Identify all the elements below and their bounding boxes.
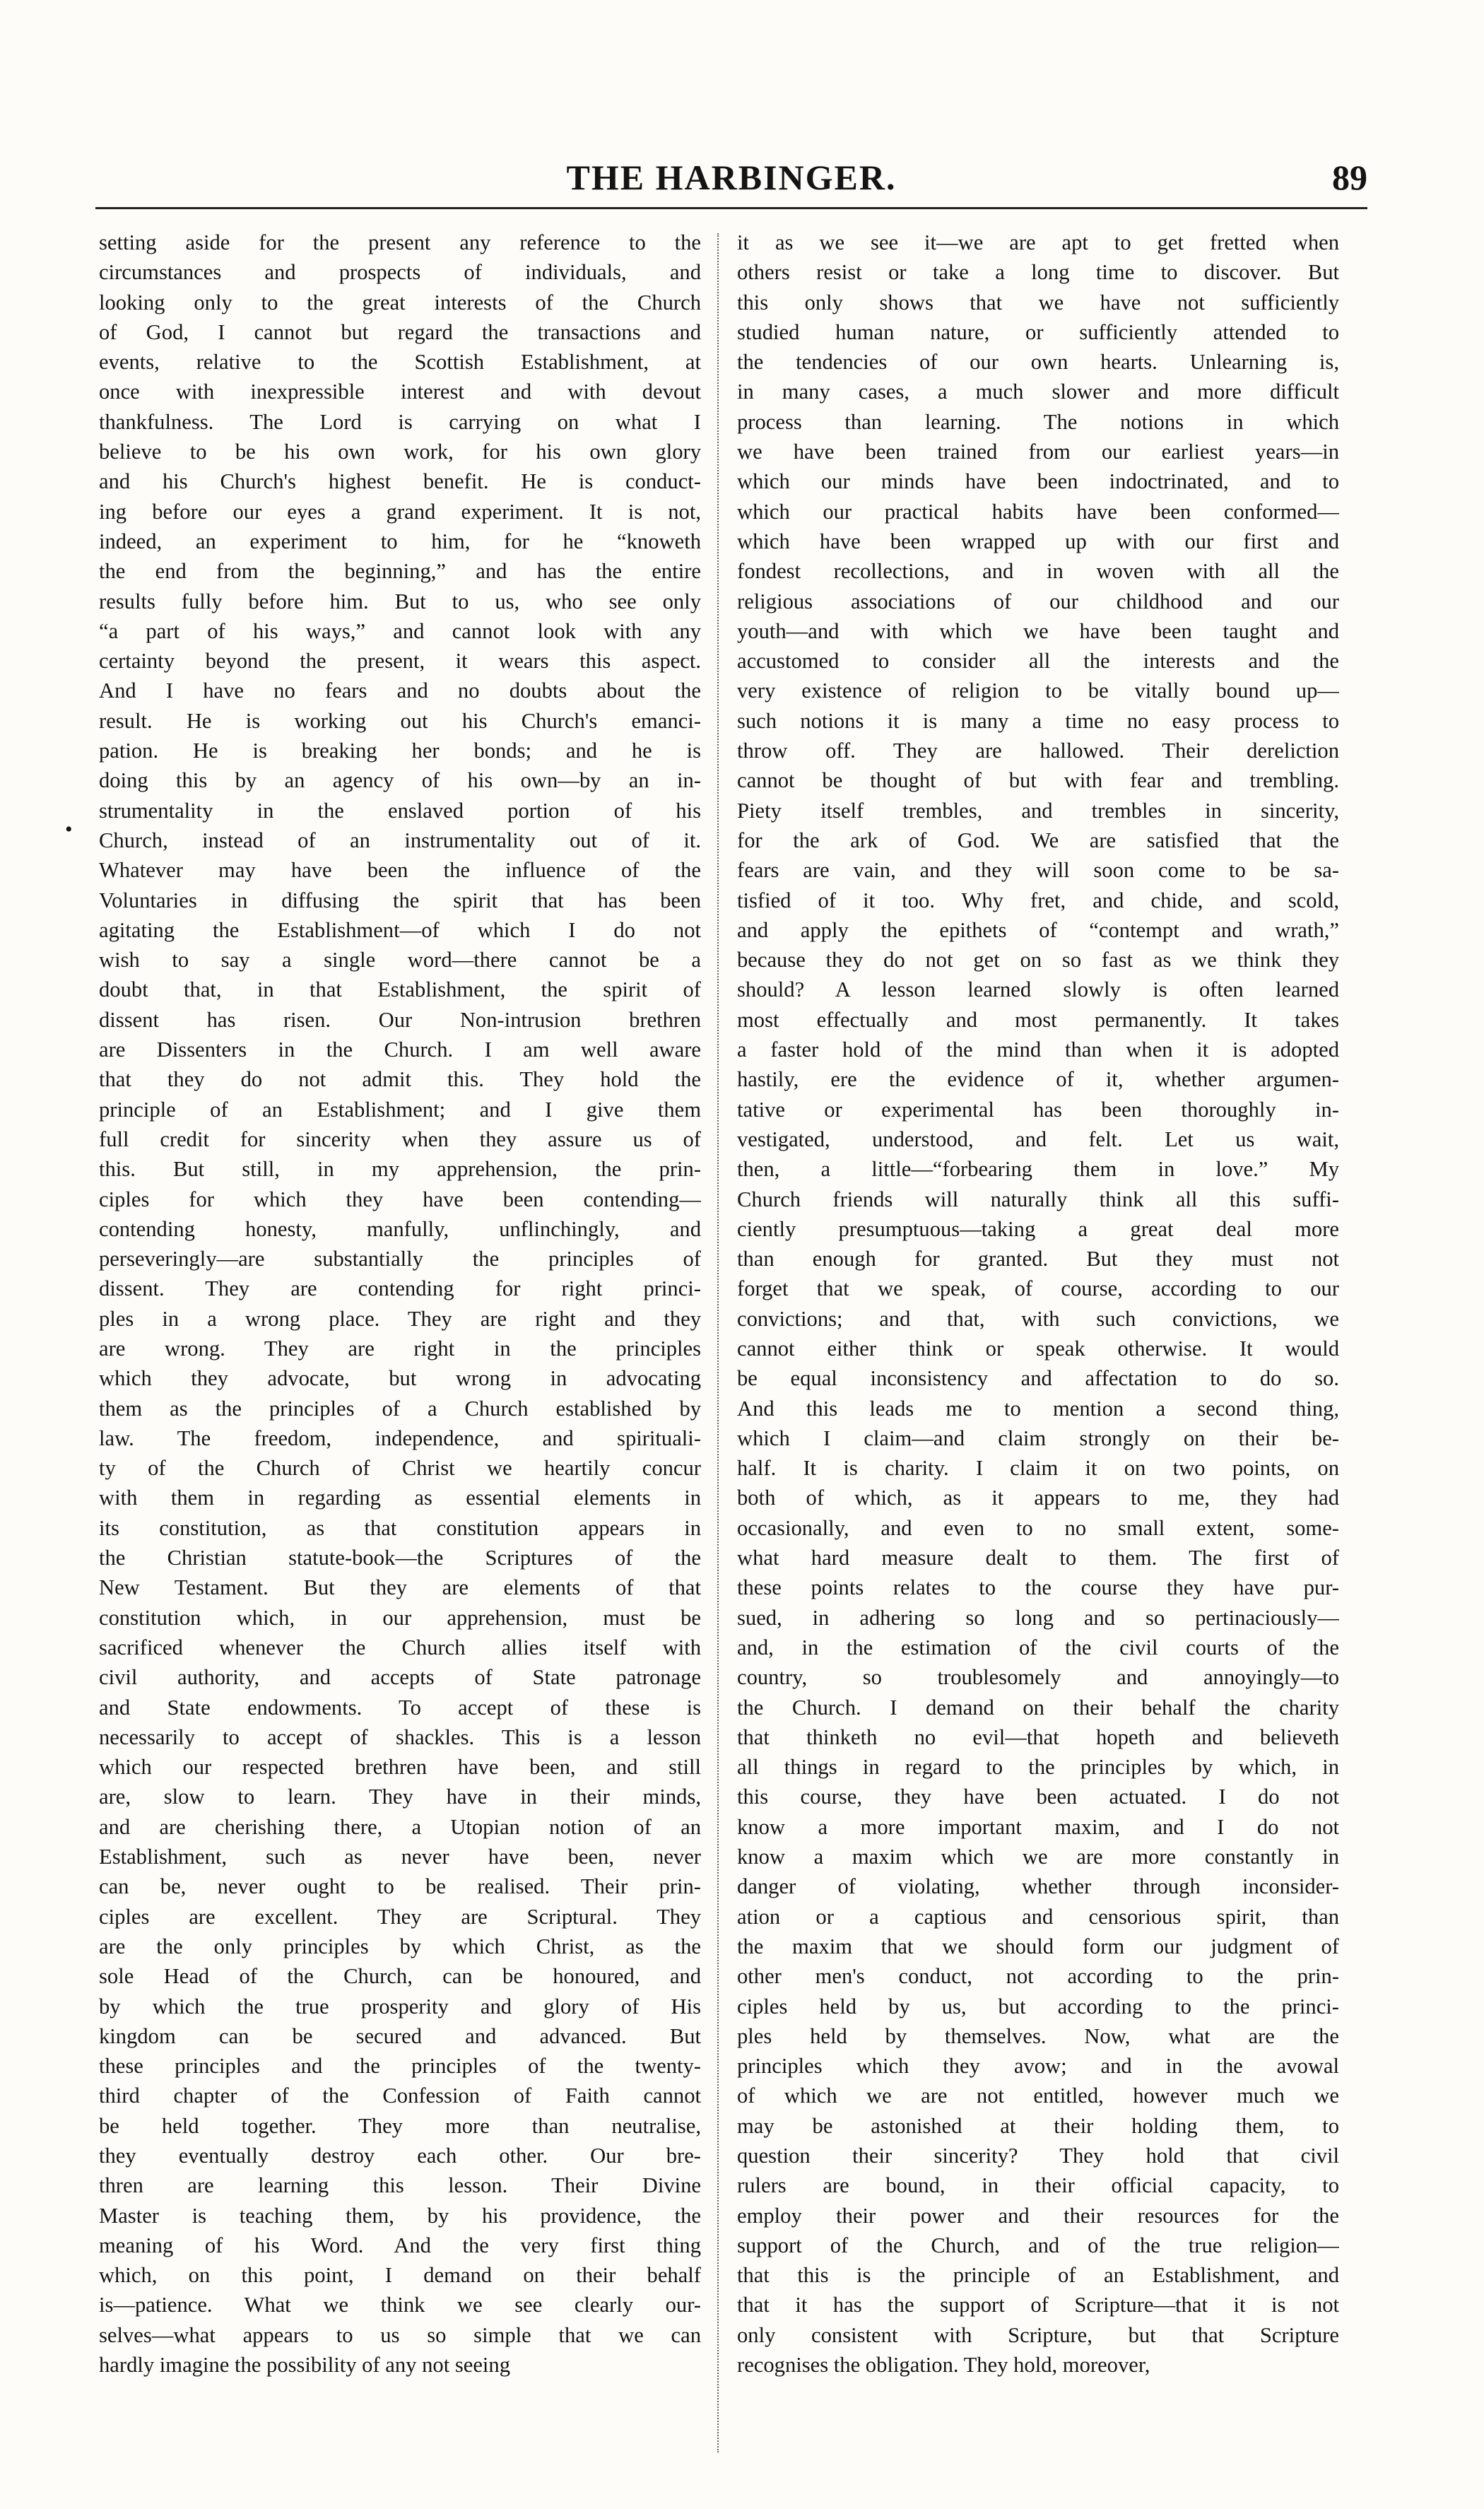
text-line: know a more important maxim, and I do not — [737, 1814, 1339, 1839]
text-line: are, slow to learn. They have in their minds, — [99, 1785, 701, 1809]
text-line: which, on this point, I demand on their behalf — [99, 2263, 701, 2288]
text-line: necessarily to accept of shackles. This is a lesson — [99, 1724, 701, 1749]
text-line: can be, never ought to be realised. Their prin- — [99, 1874, 701, 1899]
text-line: for the ark of God. We are satisfied that the — [737, 828, 1339, 852]
text-line: meaning of his Word. And the very first thing — [99, 2233, 701, 2257]
text-line: cannot either think or speak otherwise. It would — [737, 1336, 1339, 1361]
text-line: the tendencies of our own hearts. Unlearning is, — [737, 350, 1339, 375]
text-line: the Church. I demand on their behalf the charity — [737, 1695, 1339, 1720]
text-line: ty of the Church of Christ we heartily concur — [99, 1456, 701, 1481]
text-line: only consistent with Scripture, but that Scripture — [737, 2322, 1339, 2347]
page-header — [95, 157, 1367, 206]
text-line: this only shows that we have not sufficiently — [737, 290, 1339, 315]
text-line: and, in the estimation of the civil courts of the — [737, 1635, 1339, 1659]
text-line: vestigated, understood, and felt. Let us wait, — [737, 1127, 1339, 1151]
text-line: sued, in adhering so long and so pertinaciously— — [737, 1605, 1339, 1630]
text-line: recognises the obligation. They hold, moreover, — [737, 2353, 1150, 2378]
text-line: of God, I cannot but regard the transactions and — [99, 319, 701, 344]
text-line: which they advocate, but wrong in advocating — [99, 1366, 701, 1391]
text-line: selves—what appears to us so simple that we can — [99, 2322, 701, 2347]
text-line: Voluntaries in diffusing the spirit that has been — [99, 888, 701, 912]
text-line: doubt that, in that Establishment, the spirit of — [99, 977, 701, 1002]
text-line: law. The freedom, independence, and spirituali- — [99, 1426, 701, 1450]
left-column — [99, 228, 701, 2454]
text-line: setting aside for the present any reference to the — [99, 230, 701, 254]
text-line: what hard measure dealt to them. The first of — [737, 1546, 1339, 1570]
text-line: fondest recollections, and in woven with all the — [737, 559, 1339, 584]
text-line: in many cases, a much slower and more difficult — [737, 380, 1339, 404]
text-line: circumstances and prospects of individuals, and — [99, 260, 701, 285]
text-line: contending honesty, manfully, unflinchingly, and — [99, 1216, 701, 1241]
text-line: kingdom can be secured and advanced. But — [99, 2023, 701, 2048]
text-line: are Dissenters in the Church. I am well aware — [99, 1038, 701, 1062]
text-line: “a part of his ways,” and cannot look with any — [99, 618, 701, 643]
running-title: THE HARBINGER. — [566, 158, 897, 197]
text-line: civil authority, and accepts of State patronage — [99, 1665, 701, 1690]
text-line: events, relative to the Scottish Establishment, at — [99, 350, 701, 375]
text-line: ples held by themselves. Now, what are the — [737, 2023, 1339, 2048]
text-line: this course, they have been actuated. I do not — [737, 1785, 1339, 1809]
text-line: dissent has risen. Our Non-intrusion brethren — [99, 1007, 701, 1032]
text-line: perseveringly—are substantially the principles of — [99, 1247, 701, 1271]
text-line: the Christian statute-book—the Scriptures of the — [99, 1546, 701, 1570]
text-line: which have been wrapped up with our first and — [737, 529, 1339, 553]
text-line: hardly imagine the possibility of any not seeing — [99, 2353, 511, 2378]
text-line: then, a little—“forbearing them in love.” My — [737, 1157, 1339, 1182]
text-line: thren are learning this lesson. Their Divine — [99, 2173, 701, 2198]
text-line: other men's conduct, not according to the prin- — [737, 1964, 1339, 1989]
text-line: support of the Church, and of the true religion— — [737, 2233, 1339, 2257]
text-line: that it has the support of Scripture—that it is not — [737, 2293, 1339, 2317]
text-line: Establishment, such as never have been, never — [99, 1845, 701, 1869]
text-line: that they do not admit this. They hold the — [99, 1067, 701, 1092]
text-line: convictions; and that, with such convictions, we — [737, 1306, 1339, 1331]
text-line: tisfied of it too. Why fret, and chide, and scold, — [737, 888, 1339, 912]
text-line: by which the true prosperity and glory of His — [99, 1994, 701, 2019]
text-line: cannot be thought of but with fear and trembling. — [737, 768, 1339, 793]
text-line: Piety itself trembles, and trembles in sincerity, — [737, 798, 1339, 823]
text-line: And I have no fears and no doubts about the — [99, 678, 701, 703]
text-line: employ their power and their resources for the — [737, 2203, 1339, 2228]
text-line: ing before our eyes a grand experiment. It is not, — [99, 499, 701, 524]
text-line: principle of an Establishment; and I give them — [99, 1097, 701, 1122]
text-line: rulers are bound, in their official capacity, to — [737, 2173, 1339, 2198]
text-line: indeed, an experiment to him, for he “knoweth — [99, 529, 701, 553]
text-line: that this is the principle of an Establishment, and — [737, 2263, 1339, 2288]
text-line: accustomed to consider all the interests and the — [737, 649, 1339, 674]
text-line: which our practical habits have been conformed— — [737, 499, 1339, 524]
text-line: ciently presumptuous—taking a great deal more — [737, 1216, 1339, 1241]
text-line: occasionally, and even to no small extent, some- — [737, 1515, 1339, 1540]
text-line: result. He is working out his Church's emanci- — [99, 708, 701, 733]
text-line: ciples held by us, but according to the princi- — [737, 1994, 1339, 2019]
text-line: and his Church's highest benefit. He is conduct- — [99, 469, 701, 494]
text-line: we have been trained from our earliest years—in — [737, 440, 1339, 464]
text-line: full credit for sincerity when they assure us of — [99, 1127, 701, 1151]
text-line: looking only to the great interests of the Church — [99, 290, 701, 315]
text-line: are the only principles by which Christ, as the — [99, 1934, 701, 1958]
right-column — [737, 228, 1339, 2454]
text-line: and State endowments. To accept of these is — [99, 1695, 701, 1720]
text-line: it as we see it—we are apt to get fretted when — [737, 230, 1339, 254]
text-line: forget that we speak, of course, according to our — [737, 1276, 1339, 1301]
margin-mark: • — [65, 818, 73, 841]
text-line: both of which, as it appears to me, they had — [737, 1486, 1339, 1510]
text-line: question their sincerity? They hold that civil — [737, 2144, 1339, 2168]
text-line: know a maxim which we are more constantly in — [737, 1845, 1339, 1869]
text-line: studied human nature, or sufficiently attended to — [737, 319, 1339, 344]
text-line: sole Head of the Church, can be honoured, and — [99, 1964, 701, 1989]
text-line: because they do not get on so fast as we think they — [737, 948, 1339, 973]
text-line: its constitution, as that constitution appears in — [99, 1515, 701, 1540]
text-line: doing this by an agency of his own—by an in- — [99, 768, 701, 793]
text-line: New Testament. But they are elements of that — [99, 1575, 701, 1600]
text-line: fears are vain, and they will soon come to be sa- — [737, 858, 1339, 883]
text-line: very existence of religion to be vitally bound up— — [737, 678, 1339, 703]
text-line: that thinketh no evil—that hopeth and believeth — [737, 1724, 1339, 1749]
text-line: may be astonished at their holding them, to — [737, 2113, 1339, 2138]
text-line: danger of violating, whether through inconsider- — [737, 1874, 1339, 1899]
text-line: a faster hold of the mind than when it is adopted — [737, 1038, 1339, 1062]
text-line: third chapter of the Confession of Faith cannot — [99, 2084, 701, 2108]
header-rule — [95, 207, 1367, 209]
text-line: Church friends will naturally think all this suffi- — [737, 1187, 1339, 1211]
text-line: such notions it is many a time no easy process to — [737, 708, 1339, 733]
text-line: than enough for granted. But they must not — [737, 1247, 1339, 1271]
text-line: all things in regard to the principles by which, in — [737, 1755, 1339, 1780]
text-line: tative or experimental has been thoroughly in- — [737, 1097, 1339, 1122]
text-line: and apply the epithets of “contempt and wrath,” — [737, 917, 1339, 942]
text-line: be held together. They more than neutralise, — [99, 2113, 701, 2138]
text-line: they eventually destroy each other. Our bre- — [99, 2144, 701, 2168]
text-line: ples in a wrong place. They are right and they — [99, 1306, 701, 1331]
text-line: country, so troublesomely and annoyingly—to — [737, 1665, 1339, 1690]
text-line: are wrong. They are right in the principles — [99, 1336, 701, 1361]
text-line: them as the principles of a Church established by — [99, 1396, 701, 1421]
text-line: this. But still, in my apprehension, the prin- — [99, 1157, 701, 1182]
text-line: ation or a captious and censorious spirit, than — [737, 1904, 1339, 1929]
text-line: the end from the beginning,” and has the entire — [99, 559, 701, 584]
text-line: thankfulness. The Lord is carrying on what I — [99, 409, 701, 434]
text-line: these points relates to the course they have pur- — [737, 1575, 1339, 1600]
text-line: hastily, ere the evidence of it, whether argumen- — [737, 1067, 1339, 1092]
text-line: process than learning. The notions in which — [737, 409, 1339, 434]
text-line: throw off. They are hallowed. Their dereliction — [737, 739, 1339, 763]
text-line: half. It is charity. I claim it on two points, on — [737, 1456, 1339, 1481]
text-line: certainty beyond the present, it wears this aspect. — [99, 649, 701, 674]
text-line: the maxim that we should form our judgment of — [737, 1934, 1339, 1958]
text-line: be equal inconsistency and affectation to do so. — [737, 1366, 1339, 1391]
text-line: once with inexpressible interest and with devout — [99, 380, 701, 404]
text-line: principles which they avow; and in the avowal — [737, 2054, 1339, 2079]
text-line: which I claim—and claim strongly on their be- — [737, 1426, 1339, 1450]
text-line: of which we are not entitled, however much we — [737, 2084, 1339, 2108]
text-line: strumentality in the enslaved portion of his — [99, 798, 701, 823]
text-line: wish to say a single word—there cannot be a — [99, 948, 701, 973]
text-line: pation. He is breaking her bonds; and he is — [99, 739, 701, 763]
text-line: results fully before him. But to us, who see only — [99, 589, 701, 613]
text-line: should? A lesson learned slowly is often learned — [737, 977, 1339, 1002]
text-line: and are cherishing there, a Utopian notion of an — [99, 1814, 701, 1839]
text-line: ciples for which they have been contending— — [99, 1187, 701, 1211]
text-line: Master is teaching them, by his providence, the — [99, 2203, 701, 2228]
text-line: constitution which, in our apprehension, must be — [99, 1605, 701, 1630]
text-line: agitating the Establishment—of which I do not — [99, 917, 701, 942]
text-line: most effectually and most permanently. It takes — [737, 1007, 1339, 1032]
text-line: with them in regarding as essential elements in — [99, 1486, 701, 1510]
text-line: religious associations of our childhood and our — [737, 589, 1339, 613]
text-line: Whatever may have been the influence of the — [99, 858, 701, 883]
page-number: 89 — [1332, 158, 1367, 197]
text-line: these principles and the principles of the twenty- — [99, 2054, 701, 2079]
text-line: Church, instead of an instrumentality out of it. — [99, 828, 701, 852]
text-line: is—patience. What we think we see clearly our- — [99, 2293, 701, 2317]
column-divider — [717, 233, 719, 2452]
text-line: sacrificed whenever the Church allies itself with — [99, 1635, 701, 1659]
text-line: which our minds have been indoctrinated, and to — [737, 469, 1339, 494]
text-line: ciples are excellent. They are Scriptural. They — [99, 1904, 701, 1929]
text-line: And this leads me to mention a second thing, — [737, 1396, 1339, 1421]
text-line: youth—and with which we have been taught and — [737, 618, 1339, 643]
text-line: dissent. They are contending for right princi- — [99, 1276, 701, 1301]
text-line: others resist or take a long time to discover. But — [737, 260, 1339, 285]
text-line: which our respected brethren have been, and still — [99, 1755, 701, 1780]
text-line: believe to be his own work, for his own glory — [99, 440, 701, 464]
